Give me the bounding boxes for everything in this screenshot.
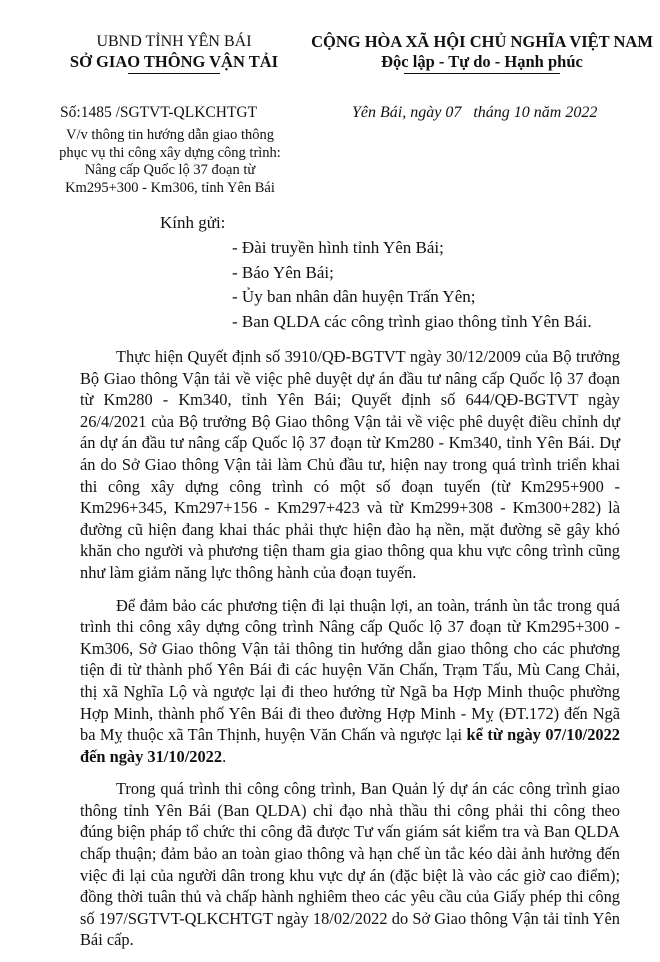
subject-line: Km295+300 - Km306, tỉnh Yên Bái xyxy=(65,179,275,196)
document-number xyxy=(60,104,257,122)
parent-agency: UBND TỈNH YÊN BÁI xyxy=(96,33,252,50)
recipient-item: - Ban QLDA các công trình giao thông tỉnh Yên Bái. xyxy=(232,311,592,331)
paragraph-text: Để đảm bảo các phương tiện đi lại thuận lợi, an toàn, tránh ùn tắc trong quá trình thi công xây dựng công trình Nâng cấp Quốc lộ 37 đoạn từ Km295+300 - Km306, Sở Giao thông Vận tải thông tin hướng dẫn giao thông cho các phương tiện đi từ thành phố Yên Bái đi các huyện Văn Chấn, Trạm Tấu, Mù Cang Chải, thị xã Nghĩa Lộ và ngược lại đi theo hướng từ Ngã ba Hợp Minh thuộc phường Hợp Minh, thành phố Yên Bái đi theo đường Hợp Minh - Mỵ (ĐT.172) đến Ngã ba Mỵ thuộc xã Tân Thịnh, huyện Văn Chấn và ngược lại xyxy=(80,595,620,745)
recipient-item: - Báo Yên Bái; xyxy=(232,262,334,282)
issuing-agency-block xyxy=(40,32,308,74)
date-month: 10 xyxy=(513,104,530,121)
subject-line: Nâng cấp Quốc lộ 37 đoạn từ xyxy=(84,162,256,178)
document-number-value: 1485 xyxy=(80,104,112,121)
motto: Độc lập - Tự do - Hạnh phúc xyxy=(381,52,583,71)
effective-period: kể từ ngày 07/10/2022 đến ngày 31/10/2022 xyxy=(80,725,620,766)
subject-line: V/v thông tin hướng dẫn giao thông xyxy=(65,127,275,143)
year-label: năm xyxy=(529,104,566,121)
recipient-item: - Đài truyền hình tỉnh Yên Bái; xyxy=(232,238,444,257)
subject-line: phục vụ thi công xây dựng công trình: xyxy=(59,144,281,161)
document-number-label: Số: xyxy=(60,104,81,121)
salutation: Kính gửi: xyxy=(160,213,226,232)
date-year: 2022 xyxy=(565,104,598,121)
agency-underline xyxy=(128,73,220,74)
place-and-date xyxy=(352,104,597,122)
motto-underline xyxy=(404,73,560,74)
paragraph-end: . xyxy=(222,746,227,766)
recipient-list xyxy=(232,236,592,334)
nation-title: CỘNG HÒA XÃ HỘI CHỦ NGHĨA VIỆT NAM xyxy=(311,32,653,51)
body-paragraph: Thực hiện Quyết định số 3910/QĐ-BGTVT ngày 30/12/2009 của Bộ trưởng Bộ Giao thông Vận tải về việc phê duyệt dự án đầu tư nâng cấp Quốc lộ 37 đoạn từ Km280 - Km340, tỉnh Yên Bái; Quyết định số 644/QĐ-BGTVT ngày 26/4/2021 của Bộ trưởng Bộ Giao thông Vận tải về việc phê duyệt điều chỉnh dự án dự án đầu tư nâng cấp Quốc lộ 37 đoạn từ Km280 - Km340, tỉnh Yên Bái. Dự án do Sở Giao thông Vận tải làm Chủ đầu tư, hiện nay trong quá trình triển khai thi công xây dựng công trình có một số đoạn tuyến (từ Km295+900 - Km296+345, Km297+156 - Km297+423 và từ Km299+308 - Km300+282) là đường cũ hiện đang khai thác phải thực hiện đào hạ nền, mặt đường sẽ gây khó khăn cho người và phương tiện tham gia giao thông qua khu vực công trình cũng như làm giảm năng lực thông hành của đoạn tuyến. xyxy=(80,347,620,582)
agency-name: SỞ GIAO THÔNG VẬN TẢI xyxy=(69,52,279,71)
national-title-block xyxy=(308,32,656,74)
body-paragraph xyxy=(80,595,620,768)
date-day: 07 xyxy=(445,104,462,121)
place-date-prefix: Yên Bái, ngày xyxy=(352,104,446,121)
letter-body xyxy=(80,346,620,962)
recipient-item: - Ủy ban nhân dân huyện Trấn Yên; xyxy=(232,287,476,307)
document-number-suffix: /SGTVT-QLKCHTGT xyxy=(111,104,258,121)
body-paragraph: Trong quá trình thi công công trình, Ban Quản lý dự án các công trình giao thông tỉnh Yên Bái (Ban QLDA) chỉ đạo nhà thầu thi công phải thi công theo đúng biện pháp tổ chức thi công đã được Tư vấn giám sát kiểm tra và Ban QLDA chấp thuận; đảm bảo an toàn giao thông và hạn chế ùn tắc kéo dài ảnh hưởng đến việc đi lại của người dân trong khu vực dự án (đặc biệt là vào các giờ cao điểm); đồng thời tuân thủ và chấp hành nghiêm theo các yêu cầu của Giấy phép thi công số 197/SGTVT-QLKCHTGT ngày 18/02/2022 do Sở Giao thông Vận tải tỉnh Yên Bái cấp. xyxy=(80,779,620,950)
month-label: tháng xyxy=(461,104,514,121)
document-subject xyxy=(36,127,304,197)
